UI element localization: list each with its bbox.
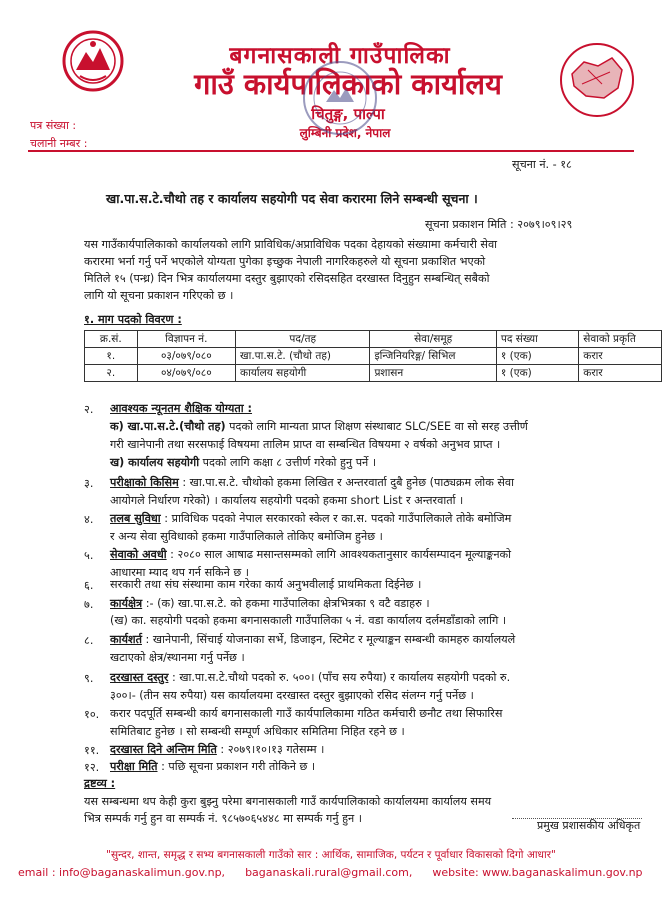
website-link[interactable]: website: www.baganaskalimun.gov.np <box>432 866 643 879</box>
application-deadline <box>110 741 324 758</box>
table-cell: प्रशासन <box>370 365 496 382</box>
qualification-b-lead: ख) कार्यालय सहयोगी <box>110 456 200 469</box>
table-cell: १ (एक) <box>496 348 578 365</box>
table-row <box>85 348 662 365</box>
table-row <box>85 365 662 382</box>
table-header-cell: विज्ञापन नं. <box>137 331 235 348</box>
table-header-cell: पद/तह <box>236 331 370 348</box>
work-terms-text: : खानेपानी, सिंचाई योजनाका सर्भे, डिजाइन, स्टिमेट र मूल्याङ्कन सम्बन्धी कामहरु कार्यालयले <box>141 633 516 646</box>
reference-labels <box>30 118 87 154</box>
work-area-text: :- (क) खा.पा.स.टे. को हकमा गाउँपालिका क्षेत्रभित्रका ९ वटै वडाहरु । <box>142 597 430 610</box>
exam-type <box>110 474 514 491</box>
note-line: भित्र सम्पर्क गर्नु हुन वा सम्पर्क नं. ९८५७०६५४४८ मा सम्पर्क गर्नु हुन । <box>84 812 363 825</box>
notice-number: सूचना नं. - १८ <box>512 158 572 171</box>
service-period-text: : २०८० साल आषाढ मसान्तसम्मको लागि आवश्यकतानुसार कार्यसम्पादन मूल्याङ्कनको <box>166 548 512 561</box>
qualification-b-text: पदको लागि कक्षा ८ उत्तीर्ण गरेको हुनु पर्ने । <box>199 456 377 469</box>
office-stamp-icon <box>300 58 380 138</box>
letterhead-province: लुम्बिनी प्रदेश, नेपाल <box>299 126 391 140</box>
table-cell: ०३/०७९/०८० <box>137 348 235 365</box>
application-deadline-text: : २०७९।१०।१३ गतेसम्म । <box>216 743 325 756</box>
item-number: ५. <box>84 549 94 562</box>
item-number: १२. <box>84 761 100 774</box>
qualification-b <box>110 454 376 471</box>
table-cell: १. <box>85 348 138 365</box>
table-cell: करार <box>579 348 662 365</box>
exam-date-heading: परीक्षा मिति <box>110 760 158 773</box>
service-period <box>110 546 511 563</box>
table-cell: इन्जिनियरिङ्ग/ सिभिल <box>370 348 496 365</box>
footer-contact <box>18 866 648 879</box>
salary-heading: तलब सुविधा <box>110 512 161 525</box>
table-cell: करार <box>579 365 662 382</box>
table-header-cell: सेवाको प्रकृति <box>579 331 662 348</box>
table-header-cell: सेवा/समूह <box>370 331 496 348</box>
qualification-a-cont: गरी खानेपानी तथा सरसफाई विषयमा तालिम प्राप्त वा सम्बन्धित विषयमा २ वर्षको अनुभव प्राप्त । <box>110 438 501 451</box>
qualification-heading: आवश्यक न्यूनतम शैक्षिक योग्यता : <box>110 402 253 415</box>
item-number: ९. <box>84 672 94 685</box>
email-address[interactable]: email : info@baganaskalimun.gov.np, <box>18 866 226 879</box>
exam-type-cont: आयोगले निर्धारण गरेको) । कार्यालय सहयोगी पदको हकमा short List र अन्तरवार्ता । <box>110 494 464 507</box>
table-header-cell: पद संख्या <box>496 331 578 348</box>
item-number: ३. <box>84 477 94 490</box>
letterhead-location: चितुङ्ग, पाल्पा <box>311 105 385 123</box>
signatory-title: प्रमुख प्रशासकीय अधिकृत <box>537 819 641 832</box>
experience-priority: सरकारी तथा संघ संस्थामा काम गरेका कार्य अनुभवीलाई प्राथमिकता दिईनेछ । <box>110 578 422 591</box>
item-number: ७. <box>84 598 94 611</box>
qualification-a-lead: क) खा.पा.स.टे.(चौथो तह) <box>110 420 226 433</box>
service-period-heading: सेवाको अवधी <box>110 548 167 561</box>
municipality-map-icon <box>558 40 636 120</box>
exam-date-text: : पछि सूचना प्रकाशन गरी तोकिने छ । <box>157 760 316 773</box>
qualification-a-text: पदको लागि मान्यता प्राप्त शिक्षण संस्थाबाट SLC/SEE वा सो सरह उत्तीर्ण <box>225 420 528 433</box>
selection-committee-cont: समितिबाट हुनेछ । सो सम्बन्धी सम्पूर्ण अधिकार समितिमा निहित रहने छ । <box>110 725 405 738</box>
note-heading: द्रष्टव्य : <box>84 777 116 790</box>
work-area <box>110 595 430 612</box>
salary <box>110 510 511 527</box>
table-header-row <box>85 331 662 348</box>
table-cell: कार्यालय सहयोगी <box>236 365 370 382</box>
footer-motto: "सुन्दर, शान्त, समृद्ध र सभ्य बगनासकाली गाउँको सार : आर्थिक, सामाजिक, पर्यटन र पूर्वाधार विकासको दिगो आधार" <box>106 849 556 861</box>
work-area-cont: (ख) का. सहयोगी पदको हकमा बगनासकाली गाउँपालिका ५ नं. वडा कार्यालय दर्लमडाँडाको लागि । <box>110 614 507 627</box>
intro-paragraph <box>84 236 497 304</box>
exam-type-text: : खा.पा.स.टे. चौथोको हकमा लिखित र अन्तरवार्ता दुबै हुनेछ (पाठ्यक्रम लोक सेवा <box>178 476 515 489</box>
dispatch-number-label: चलानी नम्बर : <box>30 137 88 150</box>
application-fee-heading: दरखास्त दस्तुर <box>110 671 169 684</box>
qualification-a <box>110 418 528 435</box>
intro-line: मितिले १५ (पन्ध्र) दिन भित्र कार्यालयमा दस्तुर बुझाएको रसिदसहित दरखास्त दिनुहुन सम्बन्धित् सबैको <box>84 272 490 285</box>
item-number: १०. <box>84 708 100 721</box>
item-number: ८. <box>84 634 94 647</box>
table-cell: ०४/०७९/०८० <box>137 365 235 382</box>
note-line: यस सम्बन्धमा थप केही कुरा बुझ्नु परेमा बगनासकाली गाउँ कार्यपालिकाको कार्यालयमा कार्यालय समय <box>84 795 492 808</box>
table-cell: खा.पा.स.टे. (चौथो तह) <box>236 348 370 365</box>
document-title: खा.पा.स.टे.चौथो तह र कार्यालय सहयोगी पद सेवा करारमा लिने सम्बन्धी सूचना । <box>106 191 478 206</box>
exam-date <box>110 758 315 775</box>
salary-cont: र अन्य सेवा सुविधाको हकमा गाउँपालिकाले तोकिए बमोजिम हुनेछ । <box>110 530 383 543</box>
nepal-emblem-icon <box>62 30 124 92</box>
publish-date: सूचना प्रकाशन मिति : २०७९।०९।२९ <box>425 218 573 231</box>
letterhead-municipality: बगनासकाली गाउँपालिका <box>229 43 451 69</box>
table-cell: १ (एक) <box>496 365 578 382</box>
application-deadline-heading: दरखास्त दिने अन्तिम मिति <box>110 743 217 756</box>
posts-table <box>84 330 662 382</box>
table-header-cell: क्र.सं. <box>85 331 138 348</box>
letter-number-label: पत्र संख्या : <box>30 119 77 132</box>
item-number: ६. <box>84 579 94 592</box>
section-heading-posts: १. माग पदको विवरण : <box>84 313 182 326</box>
item-number: ११. <box>84 744 100 757</box>
item-number: ४. <box>84 513 94 526</box>
table-cell: २. <box>85 365 138 382</box>
salary-text: : प्राविधिक पदको नेपाल सरकारको स्केल र का.स. पदको गाउँपालिकाले तोके बमोजिम <box>160 512 512 525</box>
selection-committee: करार पदपूर्ति सम्बन्धी कार्य बगनासकाली गाउँ कार्यपालिकामा गठित कर्मचारी छनौट तथा सिफारिस <box>110 707 503 720</box>
work-terms-heading: कार्यशर्त <box>110 633 142 646</box>
intro-line: यस गाउँकार्यपालिकाको कार्यालयको लागि प्राविधिक/अप्राविधिक पदका देहायको संख्यामा कर्मचारी सेवा <box>84 238 498 251</box>
work-terms <box>110 631 515 648</box>
work-area-heading: कार्यक्षेत्र <box>110 597 143 610</box>
application-fee-text: : खा.पा.स.टे.चौथो पदको रु. ५००। (पाँच सय रुपैया) र कार्यालय सहयोगी पदको रु. <box>168 671 511 684</box>
intro-line: करारमा भर्ना गर्नु पर्ने भएकोले योग्यता पुगेका इच्छुक नेपाली नागरिकहरुले यो सूचना प्रकाशित भएको <box>84 255 486 268</box>
gmail-address[interactable]: baganaskali.rural@gmail.com, <box>245 866 413 879</box>
service-period-cont: आधारमा म्याद थप गर्न सकिने छ । <box>110 566 250 579</box>
item-number: २. <box>84 403 94 416</box>
intro-line: लागि यो सूचना प्रकाशन गरिएको छ । <box>84 289 234 302</box>
letterhead-divider <box>28 150 634 152</box>
application-fee <box>110 669 510 686</box>
letterhead-office: गाउँ कार्यपालिकाको कार्यालय <box>194 67 502 101</box>
work-terms-cont: खटाएको क्षेत्र/स्थानमा गर्नु पर्नेछ । <box>110 651 245 664</box>
exam-type-heading: परीक्षाको किसिम <box>110 476 179 489</box>
application-fee-cont: ३००।- (तीन सय रुपैया) यस कार्यालयमा दरखास्त दस्तुर बुझाएको रसिद संलग्न गर्नु पर्नेछ । <box>110 689 474 702</box>
